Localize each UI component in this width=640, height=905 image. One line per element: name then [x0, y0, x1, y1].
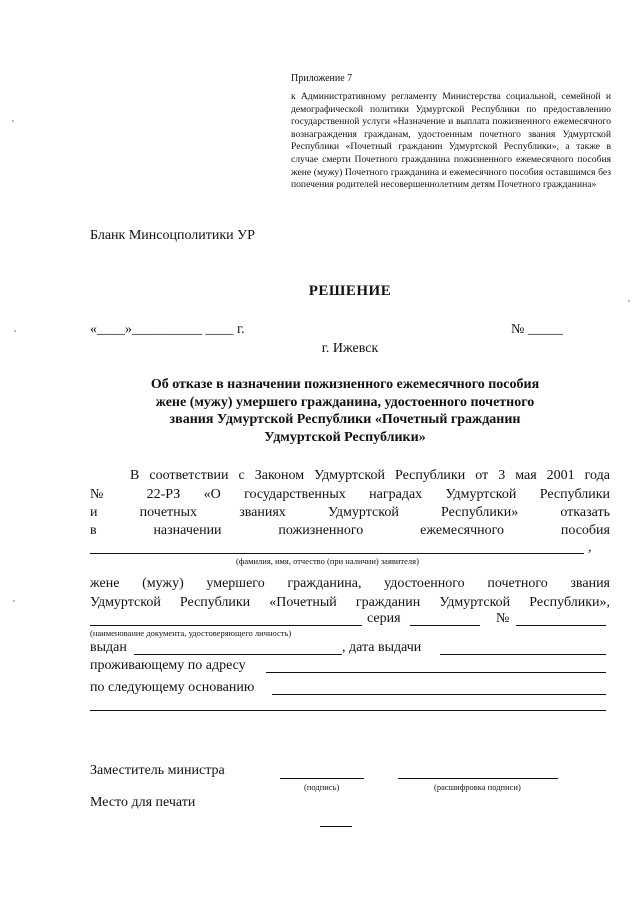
seal-mark: [320, 826, 352, 827]
address-field[interactable]: [266, 672, 606, 673]
scan-speck: [12, 120, 14, 122]
number-line: № _____: [511, 322, 563, 337]
body-line-3: и почетных званиях Удмуртской Республики» отказать: [90, 505, 610, 520]
signature-field[interactable]: [280, 778, 364, 779]
issue-date-field[interactable]: [440, 654, 606, 655]
seal-place-label: Место для печати: [90, 795, 196, 810]
applicant-name-field[interactable]: [90, 553, 584, 554]
series-field[interactable]: [410, 625, 480, 626]
body-line-2: № 22-РЗ «О государственных наградах Удмуртской Республики: [90, 487, 610, 502]
caption-signature-decode: (расшифровка подписи): [434, 782, 521, 792]
signature-decode-field[interactable]: [398, 778, 558, 779]
caption-fio: (фамилия, имя, отчество (при наличии) заявителя): [236, 556, 419, 566]
comma: ,: [588, 540, 592, 555]
letterhead-label: Бланк Минсоцполитики УР: [90, 228, 255, 243]
caption-document: (наименование документа, удостоверяющего личность): [90, 628, 292, 638]
issue-date-label: , дата выдачи: [342, 640, 422, 655]
decision-subject: Об отказе в назначении пожизненного ежемесячного пособия жене (мужу) умершего гражданина, удостоенного почетного звания Удмуртской Республики «Почетный гражданин Удмуртской Республики»: [150, 377, 540, 445]
number-label: №: [496, 611, 510, 626]
issued-label: выдан: [90, 640, 127, 655]
basis-field[interactable]: [272, 694, 606, 695]
appendix-title: Приложение 7: [291, 73, 353, 84]
date-line: «____»__________ ____ г.: [90, 322, 245, 337]
document-title: РЕШЕНИЕ: [308, 283, 392, 299]
identity-document-field[interactable]: [90, 625, 362, 626]
scan-speck: [13, 600, 15, 602]
document-number-field[interactable]: [516, 625, 606, 626]
body-line-1: В соответствии с Законом Удмуртской Республики от 3 мая 2001 года: [130, 468, 610, 483]
series-label: серия: [367, 611, 401, 626]
issued-by-field[interactable]: [134, 654, 342, 655]
basis-field-continued[interactable]: [90, 710, 606, 711]
city: г. Ижевск: [321, 341, 379, 356]
signatory-position: Заместитель министра: [90, 763, 225, 778]
body-line-4: в назначении пожизненного ежемесячного пособия: [90, 523, 610, 538]
address-label: проживающему по адресу: [90, 658, 246, 673]
scan-speck: [14, 330, 16, 332]
body-line-6: Удмуртской Республики «Почетный гражданин Удмуртской Республики»,: [90, 595, 610, 610]
basis-label: по следующему основанию: [90, 680, 255, 695]
scan-speck: [628, 300, 630, 302]
caption-signature: (подпись): [304, 782, 340, 792]
body-line-5: жене (мужу) умершего гражданина, удостоенного почетного звания: [90, 576, 610, 591]
appendix-text: к Административному регламенту Министерства социальной, семейной и демографической политики Удмуртской Республики по предоставлению государственной услуги «Назначение и выплата пожизненного ежемесячного вознаграждения гражданам, удостоенным почетного звания Удмуртской Республики «Почетный гражданин Удмуртской Республики», а также в случае смерти Почетного гражданина пожизненного ежемесячного пособия жене (мужу) Почетного гражданина и ежемесячного пособия оставшимся без попечения родителей несовершеннолетним детям Почетного гражданина»: [291, 91, 611, 191]
